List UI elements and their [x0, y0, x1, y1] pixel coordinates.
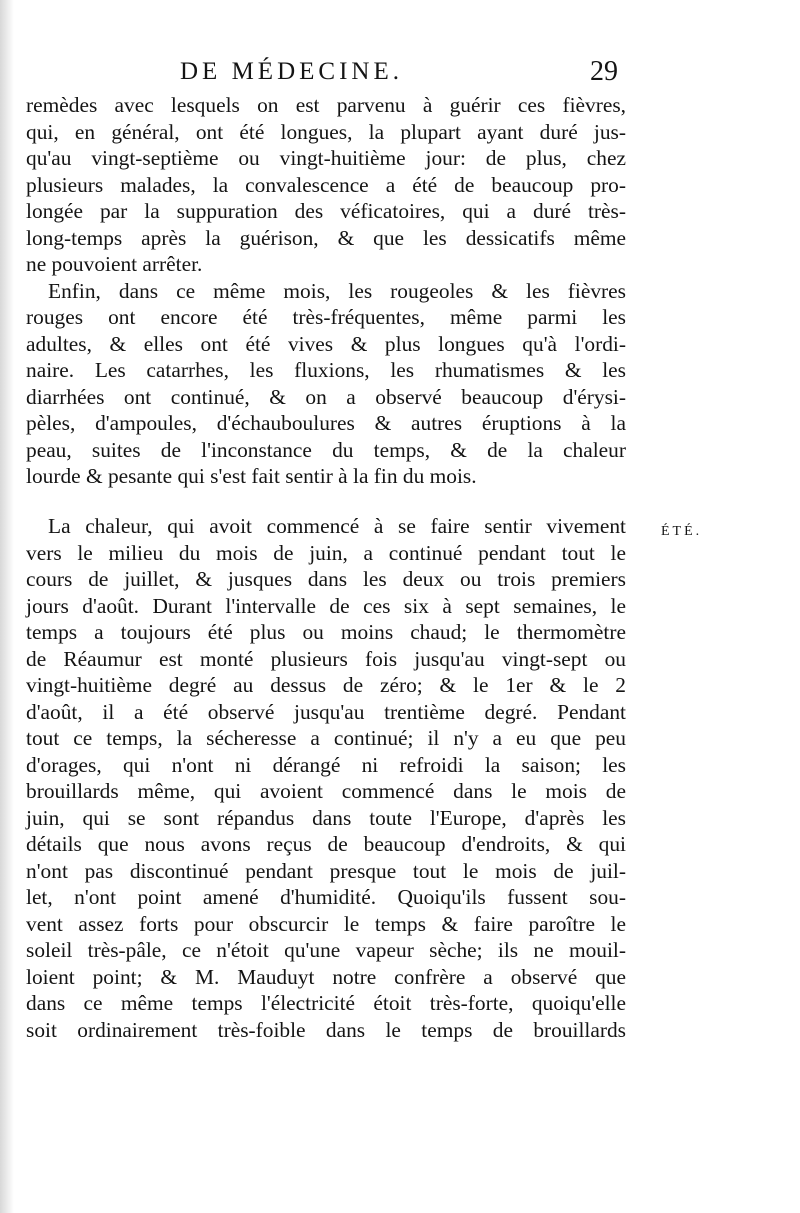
text-line: qui, en général, ont été longues, la plupart ayant duré jus- — [26, 119, 626, 144]
paragraph-summer-heat — [26, 513, 626, 1043]
text-line: jours d'août. Durant l'intervalle de ces six à sept semaines, le — [26, 593, 626, 618]
text-line: vent assez forts pour obscurcir le temps & faire paroître le — [26, 911, 626, 936]
running-head: DE MÉDECINE. — [180, 58, 403, 85]
text-line: remèdes avec lesquels on est parvenu à guérir ces fièvres, — [26, 93, 626, 117]
page-gutter-shadow — [0, 0, 14, 1213]
text-line: temps a toujours été plus ou moins chaud; le thermomètre — [26, 620, 626, 644]
text-line: peau, suites de l'inconstance du temps, & de la chaleur — [26, 437, 626, 462]
text-line: détails que nous avons reçus de beaucoup d'endroits, & qui — [26, 832, 626, 856]
text-line: adultes, & elles ont été vives & plus longues qu'à l'ordi- — [26, 331, 626, 356]
text-line: qu'au vingt-septième ou vingt-huitième jour: de plus, chez — [26, 146, 626, 170]
text-line: vingt-huitième degré au dessus de zéro; & le 1er & le 2 — [26, 673, 626, 697]
text-line: de Réaumur est monté plusieurs fois jusqu'au vingt-sept ou — [26, 646, 626, 671]
text-line: long-temps après la guérison, & que les dessicatifs même — [26, 225, 626, 250]
text-line: lourde & pesante qui s'est fait sentir à la fin du mois. — [26, 464, 477, 488]
text-line: d'août, il a été observé jusqu'au trentième degré. Pendant — [26, 699, 626, 724]
text-line: plusieurs malades, la convalescence a été de beaucoup pro- — [26, 172, 626, 197]
text-line: dans ce même temps l'électricité étoit très-forte, quoiqu'elle — [26, 991, 626, 1015]
paragraph-fevers-and-eruptions — [26, 92, 626, 490]
marginal-note-season: ÉTÉ. — [661, 524, 703, 539]
text-line: La chaleur, qui avoit commencé à se faire sentir vivement — [48, 514, 626, 538]
text-line: pèles, d'ampoules, d'échauboulures & autres éruptions à la — [26, 411, 626, 435]
text-line: rouges ont encore été très-fréquentes, même parmi les — [26, 305, 626, 329]
text-line: naire. Les catarrhes, les fluxions, les rhumatismes & les — [26, 358, 626, 382]
text-line: tout ce temps, la sécheresse a continué; il n'y a eu que peu — [26, 726, 626, 750]
text-line: let, n'ont point amené d'humidité. Quoiqu'ils fussent sou- — [26, 885, 626, 909]
text-line: loient point; & M. Mauduyt notre confrère a observé que — [26, 964, 626, 989]
text-line: diarrhées ont continué, & on a observé beaucoup d'érysi- — [26, 384, 626, 409]
text-line: d'orages, qui n'ont ni dérangé ni refroidi la saison; les — [26, 752, 626, 777]
text-line: juin, qui se sont répandus dans toute l'Europe, d'après les — [26, 805, 626, 830]
text-line: ne pouvoient arrêter. — [26, 252, 203, 276]
text-line: soleil très-pâle, ce n'étoit qu'une vapeur sèche; ils ne mouil- — [26, 938, 626, 962]
text-line: soit ordinairement très-foible dans le temps de brouillards — [26, 1017, 626, 1042]
text-line: Enfin, dans ce même mois, les rougeoles & les fièvres — [48, 278, 626, 303]
text-line: vers le milieu du mois de juin, a continué pendant tout le — [26, 540, 626, 565]
page-number: 29 — [590, 56, 618, 87]
text-line: brouillards même, qui avoient commencé dans le mois de — [26, 779, 626, 803]
text-line: longée par la suppuration des véficatoires, qui a duré très- — [26, 199, 626, 223]
text-line: n'ont pas discontinué pendant presque tout le mois de juil- — [26, 858, 626, 883]
text-line: cours de juillet, & jusques dans les deux ou trois premiers — [26, 567, 626, 591]
